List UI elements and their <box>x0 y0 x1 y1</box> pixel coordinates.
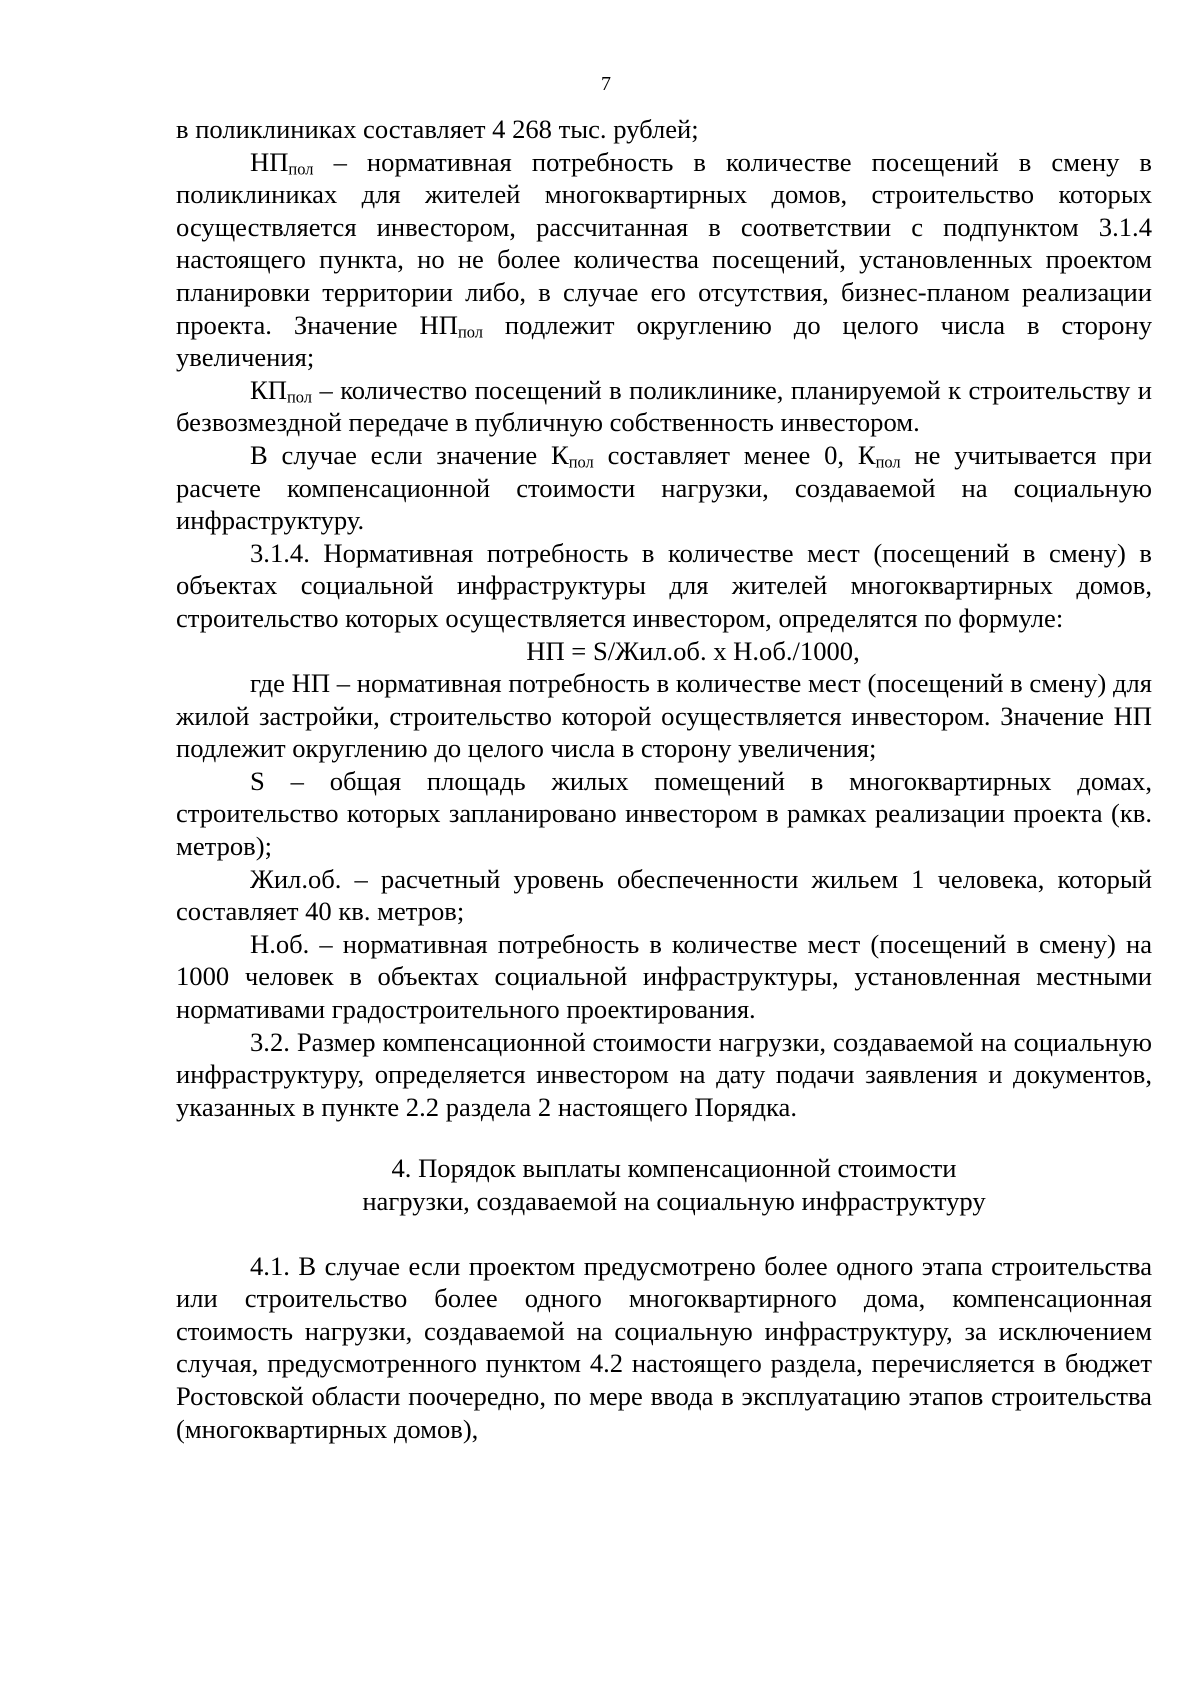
condition-text: составляет менее 0, <box>593 439 858 470</box>
paragraph-kp-pol-definition <box>176 374 1152 439</box>
subscript-pol: пол <box>288 159 314 179</box>
paragraph-np-pol-definition <box>176 146 1152 374</box>
paragraph-np-definition: где НП – нормативная потребность в количестве мест (посещений в смену) для жилой застройки, строительство которой осуществляется инвестором. Значение НП подлежит округлению до целого числа в сторону увеличения; <box>176 668 1152 764</box>
paragraph-3-1-4: 3.1.4. Нормативная потребность в количестве мест (посещений в смену) в объектах социальной инфраструктуры для жителей многоквартирных домов, строительство которых осуществляется инвестором, определятся по формуле: <box>176 537 1152 633</box>
subscript-pol: пол <box>568 452 594 472</box>
paragraph-4-1: 4.1. В случае если проектом предусмотрено более одного этапа строительства или строительство более одного многоквартирного дома, компенсационная стоимость нагрузки, создаваемой на социальную инфраструктуру, за исключением случая, предусмотренного пунктом 4.2 настоящего раздела, перечисляется в бюджет Ростовской области поочередно, по мере ввода в эксплуатацию этапов строительства (многоквартирных домов), <box>176 1250 1152 1444</box>
page-number: 7 <box>601 73 611 95</box>
paragraph-continuation: в поликлиниках составляет 4 268 тыс. рублей; <box>176 114 699 144</box>
condition-text: не учитывается при расчете компенсационной стоимости нагрузки, создаваемой на социальную инфраструктуру. <box>176 439 1152 536</box>
subscript-pol: пол <box>457 322 484 342</box>
paragraph-k-pol-condition <box>176 439 1152 537</box>
symbol-k: К <box>550 439 569 470</box>
paragraph-zhil-ob-definition: Жил.об. – расчетный уровень обеспеченности жильем 1 человека, который составляет 40 кв. метров; <box>176 863 1152 927</box>
heading-line-1: 4. Порядок выплаты компенсационной стоимости <box>391 1153 957 1184</box>
formula: НП = S/Жил.об. х Н.об./1000, <box>526 635 860 666</box>
paragraph-s-definition: S – общая площадь жилых помещений в многоквартирных домах, строительство которых запланировано инвестором в рамках реализации проекта (кв. метров); <box>176 765 1152 862</box>
symbol-kp: КП <box>250 374 287 405</box>
definition-text: – нормативная потребность в количестве посещений в смену в поликлиниках для жителей многоквартирных домов, строительство которых осуществляется инвестором, рассчитанная в соответствии с подпунктом 3.1.4 настоящего пункта, но не более количества посещений, установленных проектом планировки территории либо, в случае его отсутствия, бизнес-планом реализации проекта. Значение <box>176 146 1152 340</box>
symbol-np: НП <box>250 146 289 177</box>
condition-text: В случае если значение <box>250 439 551 470</box>
symbol-k: К <box>857 439 876 470</box>
definition-text: подлежит округлению до целого числа в сторону увеличения; <box>176 309 1152 373</box>
section-4-heading <box>176 1152 1152 1217</box>
paragraph-n-ob-definition: Н.об. – нормативная потребность в количестве мест (посещений в смену) на 1000 человек в объектах социальной инфраструктуры, установленная местными нормативами градостроительного проектирования. <box>176 928 1152 1025</box>
symbol-np: НП <box>419 309 458 340</box>
paragraph-3-2: 3.2. Размер компенсационной стоимости нагрузки, создаваемой на социальную инфраструктуру, определяется инвестором на дату подачи заявления и документов, указанных в пункте 2.2 раздела 2 настоящего Порядка. <box>176 1026 1152 1122</box>
definition-text: – количество посещений в поликлинике, планируемой к строительству и безвозмездной передаче в публичную собственность инвестором. <box>176 374 1152 438</box>
subscript-pol: пол <box>286 387 313 407</box>
subscript-pol: пол <box>875 452 901 472</box>
document-body <box>176 113 1152 1445</box>
heading-line-2: нагрузки, создаваемой на социальную инфраструктуру <box>362 1186 986 1216</box>
